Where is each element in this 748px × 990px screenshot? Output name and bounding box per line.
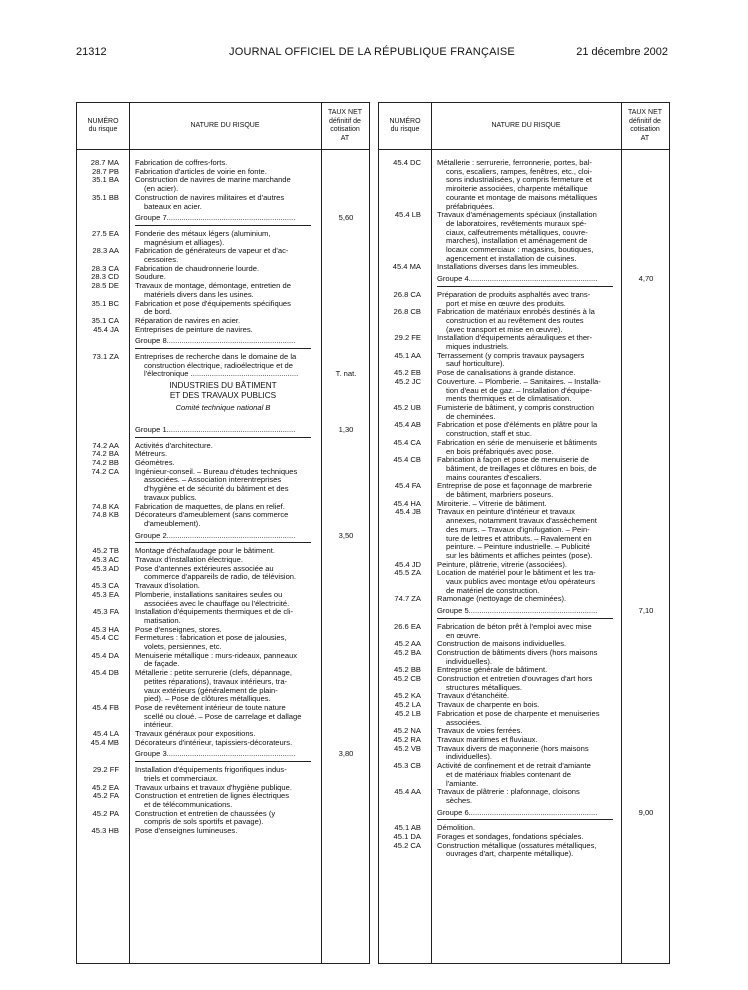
risk-code: 45.4 LB: [394, 210, 421, 220]
table-row: [77, 300, 369, 317]
risk-code: 45.2 NA: [393, 726, 421, 736]
risk-table-right: [378, 102, 670, 964]
risk-nature: Ramonage (nettoyage de cheminées).: [437, 594, 567, 604]
committee-heading: [77, 402, 369, 423]
table-row: [379, 710, 669, 727]
risk-code: 35.1 BC: [91, 298, 119, 308]
risk-nature: Démolition.: [437, 823, 475, 833]
group-row: [77, 532, 369, 544]
risk-nature: Groupe 4.............................................................: [437, 275, 613, 287]
section-heading: [77, 379, 369, 402]
risk-nature: Groupe 7.............................................................: [135, 214, 311, 226]
table-row: [379, 211, 669, 263]
risk-nature: Travaux d'installation électrique.: [135, 555, 243, 565]
risk-nature: Installation d'équipements aérauliques et ther- miques industriels.: [437, 333, 593, 352]
table-row: [379, 352, 669, 369]
risk-nature: Groupe 3.............................................................: [135, 750, 311, 762]
risk-nature: Forages et sondages, fondations spéciales.: [437, 832, 584, 842]
risk-nature: Fabrication et pose d'équipements spécifiques de bord.: [135, 298, 291, 317]
risk-nature: Fabrication et pose d'éléments en plâtre pour la construction, staff et stuc.: [437, 420, 598, 439]
risk-nature: Fabrication en série de menuiserie et bâtiments en bois préfabriqués avec pose.: [437, 437, 597, 456]
risk-nature: Installation d'équipements thermiques et de cli- matisation.: [135, 607, 294, 625]
table-row: [379, 334, 669, 351]
risk-nature: Décorateurs d'intérieur, tapissiers-décorateurs.: [135, 737, 293, 747]
risk-code: 45.3 AC: [91, 555, 119, 565]
risk-code: 28.3 CD: [91, 272, 119, 282]
rate-value: 9,00: [638, 807, 654, 817]
risk-nature: Travaux d'aménagements spéciaux (installation de laboratoires, revêtements muraux spé- ciaux, calfeutrements métalliques, couvre- marches), installation et aménagement de locaux commerciaux : magasins, boutiques, agencement et installation de cuisines.: [437, 210, 597, 263]
risk-code: 45.4 MA: [392, 262, 421, 272]
risk-code: 45.2 TB: [92, 546, 119, 556]
page-number: 21312: [76, 46, 107, 58]
risk-nature: Travaux urbains et travaux d'hygiène publique.: [135, 782, 292, 792]
rate-value: T. nat.: [335, 369, 357, 379]
table-row: [77, 792, 369, 809]
risk-code: 45.3 CA: [91, 581, 119, 591]
table-row: [379, 675, 669, 692]
risk-code: 29.2 FF: [92, 765, 119, 775]
risk-nature: Menuiserie métallique : murs-rideaux, panneaux de façade.: [135, 650, 298, 669]
risk-nature: Construction de navires militaires et d'autres bateaux en acier.: [135, 192, 285, 211]
risk-nature: Décorateurs d'ameublement (sans commerce d'ameublement).: [135, 510, 289, 528]
risk-nature: Fabrication d'articles de voirie en fonte.: [135, 166, 267, 176]
risk-code: 35.1 CA: [91, 315, 119, 325]
risk-code: 45.4 DB: [91, 668, 119, 678]
table-row: [379, 623, 669, 640]
table-row: [77, 739, 369, 748]
risk-nature: Plomberie, installations sanitaires seules ou associées avec le chauffage ou l'électricité.: [135, 589, 290, 608]
journal-title: JOURNAL OFFICIEL DE LA RÉPUBLIQUE FRANÇAISE: [229, 46, 515, 58]
risk-nature: Groupe 1.............................................................: [135, 426, 311, 438]
risk-nature: Pose d'antennes extérieures associée au commerce d'appareils de radio, de télévision.: [135, 563, 297, 582]
risk-nature: Groupe 5.............................................................: [437, 607, 613, 619]
table-row: [379, 569, 669, 595]
issue-date: 21 décembre 2002: [576, 46, 668, 58]
risk-nature: Construction de navires de marine marchande (en acier).: [135, 175, 291, 194]
risk-table-left: [76, 102, 370, 964]
risk-nature: Installation d'équipements frigorifiques indus- triels et commerciaux.: [135, 765, 287, 783]
risk-code: 45.3 FA: [92, 607, 119, 617]
table-row: [77, 766, 369, 783]
risk-code: 45.2 JC: [394, 376, 421, 386]
risk-nature: Montage d'échafaudage pour le bâtiment.: [135, 546, 275, 556]
risk-nature: Travaux d'étanchéité.: [437, 691, 510, 701]
risk-code: 45.4 JB: [395, 507, 421, 517]
table-row: [379, 404, 669, 421]
risk-code: 45.4 AA: [394, 787, 421, 797]
column-header-taux: TAUX NET définitif de cotisation AT: [627, 109, 663, 142]
risk-code: 45.2 BA: [393, 647, 421, 657]
risk-nature: Réparation de navires en acier.: [135, 315, 241, 325]
table-row: [77, 176, 369, 193]
table-row: [77, 634, 369, 651]
table-row: [379, 439, 669, 456]
risk-nature: Travaux en peinture d'intérieur et travaux annexes, notamment travaux d'assèchement des murs. – Travaux d'ignifugation. – Pein- ture de lettres et attributs. – Ravalement en peinture. – Peinture industrielle. – Publicité sur les bâtiments et affiches peintes (pose).: [437, 507, 597, 560]
table-row: [379, 456, 669, 482]
table-row: [77, 282, 369, 299]
risk-nature: Entreprises de recherche dans le domaine de la construction électrique, radioélectrique et de l'électronique ...................................................: [135, 352, 299, 379]
risk-nature: INDUSTRIES DU BÂTIMENT ET DES TRAVAUX PUBLICS: [169, 381, 277, 401]
table-row: [77, 652, 369, 669]
risk-nature: Entreprises de peinture de navires.: [135, 324, 253, 334]
risk-nature: Miroiterie. – Vitrerie de bâtiment.: [437, 498, 547, 508]
table-row: [77, 247, 369, 264]
risk-code: 45.2 FA: [92, 791, 119, 801]
table-row: [379, 649, 669, 666]
risk-code: 45.5 ZA: [394, 568, 421, 578]
risk-nature: Construction de bâtiments divers (hors maisons individuelles).: [437, 647, 598, 666]
risk-code: 45.3 HB: [91, 826, 119, 836]
column-header-taux: TAUX NET définitif de cotisation AT: [327, 109, 363, 142]
risk-nature: Pose de revêtement intérieur de toute nature scellé ou cloué. – Pose de carrelage et dallage intérieur.: [135, 702, 302, 730]
group-row: [379, 607, 669, 619]
risk-code: 45.4 AB: [394, 420, 421, 430]
table-row: [77, 450, 369, 459]
risk-nature: Entreprise de pose et façonnage de marbrerie de bâtiment, marbriers poseurs.: [437, 481, 592, 500]
risk-nature: Comité technique national B: [175, 403, 271, 413]
table-row: [379, 421, 669, 438]
risk-code: 45.2 LA: [394, 700, 421, 710]
risk-code: 45.4 DC: [393, 158, 421, 167]
risk-nature: Fabrication de coffres-forts.: [135, 158, 228, 167]
group-row: [77, 750, 369, 762]
table-row: [77, 442, 369, 451]
risk-nature: Pose d'enseignes lumineuses.: [135, 826, 238, 836]
risk-code: 45.4 FA: [394, 481, 421, 491]
table-row: [77, 265, 369, 274]
table-row: [379, 159, 669, 211]
risk-nature: Construction et entretien d'ouvrages d'art hors structures métalliques.: [437, 674, 593, 692]
risk-nature: Pose d'enseignes, stores.: [135, 624, 222, 634]
risk-code: 45.2 LB: [394, 708, 421, 718]
risk-nature: Travaux d'isolation.: [135, 581, 200, 591]
risk-code: 45.2 EB: [393, 368, 421, 378]
risk-nature: Travaux de voies ferrées.: [437, 726, 523, 736]
risk-code: 74.2 BA: [91, 449, 119, 459]
risk-code: 45.4 JA: [93, 324, 119, 334]
risk-nature: Fermetures : fabrication et pose de jalousies, volets, persiennes, etc.: [135, 633, 287, 652]
risk-code: 26.8 CA: [393, 289, 421, 299]
risk-code: 28.3 AA: [92, 246, 119, 256]
risk-code: 74.2 AA: [92, 440, 119, 450]
risk-code: 74.8 KB: [91, 510, 119, 520]
risk-nature: Fabrication de maquettes, de plans en relief.: [135, 501, 285, 511]
risk-code: 45.1 AA: [394, 350, 421, 360]
table-row: [77, 704, 369, 730]
risk-nature: Activités d'architecture.: [135, 440, 213, 450]
table-row: [77, 194, 369, 211]
rate-value: 3,50: [338, 530, 354, 540]
risk-code: 45.2 VB: [393, 743, 421, 753]
group-row: [77, 214, 369, 226]
risk-nature: Terrassement (y compris travaux paysagers sauf horticulture).: [437, 350, 585, 369]
risk-nature: Métallerie : petite serrurerie (clefs, dépannage, petites réparations), travaux intérieurs, tra- vaux extérieurs (généralement de plain- pied). – Pose de clôtures métalliques.: [135, 668, 293, 704]
group-row: [379, 809, 669, 821]
risk-nature: Travaux de montage, démontage, entretien de matériels divers dans les usines.: [135, 281, 291, 299]
risk-nature: Fabrication et pose de charpente et menuiseries associées.: [437, 708, 600, 727]
table-row: [77, 511, 369, 528]
risk-nature: Construction et entretien de lignes électriques et de télécommunications.: [135, 791, 290, 809]
risk-nature: Installations diverses dans les immeubles.: [437, 262, 579, 272]
risk-code: 26.8 CB: [393, 307, 421, 317]
page-header: [76, 46, 668, 62]
risk-code: 28.7 MA: [90, 158, 119, 167]
group-row: [77, 337, 369, 349]
risk-nature: Métallerie : serrurerie, ferronnerie, portes, bal- cons, escaliers, rampes, fenêtres, etc., cloi- sons industrialisées, y compris fermeture et miroiterie associées, charpente métallique courante et montage de maisons métalliques préfabriquées.: [437, 158, 598, 211]
risk-code: 28.7 PB: [91, 166, 119, 176]
risk-code: 45.2 KA: [393, 691, 421, 701]
risk-code: 45.2 CB: [393, 674, 421, 684]
risk-code: 45.2 BB: [393, 665, 421, 675]
table-row: [77, 565, 369, 582]
risk-nature: Location de matériel pour le bâtiment et les tra- vaux publics avec montage et/ou opérateurs de matériel de construction.: [437, 568, 596, 595]
table-row: [379, 842, 669, 859]
table-row: [77, 468, 369, 503]
risk-nature: Fabrication de générateurs de vapeur et d'ac- cessoires.: [135, 246, 289, 265]
risk-nature: Travaux divers de maçonnerie (hors maisons individuelles).: [437, 743, 589, 762]
risk-nature: Fabrication de chaudronnerie lourde.: [135, 263, 260, 273]
risk-nature: Travaux maritimes et fluviaux.: [437, 735, 538, 744]
risk-nature: Construction de maisons individuelles.: [437, 639, 567, 649]
risk-code: 74.8 KA: [91, 501, 119, 511]
table-row: [379, 595, 669, 604]
table-row: [379, 508, 669, 560]
risk-code: 27.5 EA: [91, 228, 119, 238]
risk-nature: Couverture. – Plomberie. – Sanitaires. – Installa- tion d'eau et de gaz. – Installation d'équipe- ments thermiques et de climatisation.: [437, 376, 601, 404]
table-row: [77, 591, 369, 608]
risk-code: 45.3 AD: [91, 563, 119, 573]
risk-nature: Soudure.: [135, 272, 166, 282]
risk-nature: Pose de canalisations à grande distance.: [437, 368, 576, 378]
risk-nature: Ingénieur-conseil. – Bureau d'études techniques associées. – Association interentreprises d'hygiène et de sécurité du bâtiment et des travaux publics.: [135, 466, 298, 502]
risk-code: 45.1 AB: [394, 823, 421, 833]
risk-code: 74.2 CA: [91, 466, 119, 476]
risk-code: 45.4 LA: [92, 729, 119, 739]
table-row: [77, 608, 369, 625]
risk-nature: Construction et entretien de chaussées (y compris de sols sportifs et pavage).: [135, 808, 276, 827]
risk-nature: Groupe 6.............................................................: [437, 809, 613, 821]
rate-value: 4,70: [638, 274, 654, 284]
column-header-numero: NUMÉRO du risque: [87, 117, 119, 133]
risk-nature: Fabrication de matériaux enrobés destinés à la construction et au revêtement des routes (avec transport et mise en œuvre).: [437, 307, 595, 334]
risk-code: 45.4 CA: [393, 437, 421, 447]
table-body-left: [77, 159, 369, 836]
risk-code: 45.2 RA: [393, 735, 421, 744]
risk-nature: Préparation de produits asphaltés avec trans- port et mise en œuvre des produits.: [437, 289, 591, 308]
table-row: [379, 762, 669, 788]
rate-value: 1,30: [338, 424, 354, 434]
risk-nature: Fonderie des métaux légers (aluminium, magnésium et alliages).: [135, 228, 271, 247]
rate-value: 7,10: [638, 606, 654, 616]
risk-code: 35.1 BA: [91, 175, 119, 185]
risk-code: 45.4 DA: [91, 650, 119, 660]
risk-code: 28.3 CA: [91, 263, 119, 273]
risk-nature: Métreurs.: [135, 449, 168, 459]
risk-nature: Groupe 2.............................................................: [135, 532, 311, 544]
table-row: [379, 788, 669, 805]
rate-value: 3,80: [338, 749, 354, 759]
table-row: [379, 308, 669, 334]
risk-nature: Construction métallique (ossatures métalliques, ouvrages d'art, charpente métallique).: [437, 840, 597, 859]
risk-code: 45.4 MB: [90, 737, 119, 747]
table-row: [77, 810, 369, 827]
risk-code: 45.3 EA: [91, 589, 119, 599]
table-row: [379, 482, 669, 499]
risk-nature: Fabrication de béton prêt à l'emploi avec mise en œuvre.: [437, 621, 592, 640]
risk-code: 28.5 DE: [91, 281, 119, 291]
table-row: [77, 669, 369, 704]
risk-code: 73.1 ZA: [92, 352, 119, 362]
risk-code: 45.4 HA: [393, 498, 421, 508]
risk-nature: Travaux de plâtrerie : plafonnage, cloisons sèches.: [437, 787, 580, 805]
column-header-nature: NATURE DU RISQUE: [190, 121, 260, 129]
risk-code: 45.2 CA: [393, 840, 421, 850]
risk-code: 45.4 CC: [91, 633, 119, 643]
risk-code: 45.2 UB: [393, 402, 421, 412]
risk-nature: Groupe 8.............................................................: [135, 337, 311, 349]
risk-code: 45.2 AA: [394, 639, 421, 649]
table-row: [379, 291, 669, 308]
group-row: [379, 275, 669, 287]
table-row: [77, 326, 369, 335]
table-row: [77, 353, 369, 379]
risk-code: 45.2 PA: [92, 808, 119, 818]
risk-code: 45.4 CB: [393, 455, 421, 465]
risk-nature: Travaux de charpente en bois.: [437, 700, 540, 710]
risk-nature: Peinture, plâtrerie, vitrerie (associées).: [437, 559, 567, 569]
risk-code: 45.2 EA: [91, 782, 119, 792]
risk-nature: Travaux généraux pour expositions.: [135, 729, 256, 739]
column-header-nature: NATURE DU RISQUE: [491, 121, 561, 129]
table-row: [77, 827, 369, 836]
table-row: [379, 745, 669, 762]
risk-nature: Fumisterie de bâtiment, y compris construction de cheminées.: [437, 402, 594, 421]
column-header-numero: NUMÉRO du risque: [389, 117, 421, 133]
table-row: [379, 378, 669, 404]
risk-code: 45.4 FB: [92, 702, 119, 712]
table-row: [379, 263, 669, 272]
risk-code: 74.7 ZA: [394, 594, 421, 604]
table-body-right: [379, 159, 669, 859]
risk-code: 26.6 EA: [393, 621, 421, 631]
rate-value: 5,60: [338, 213, 354, 223]
table-row: [77, 230, 369, 247]
risk-code: 35.1 BB: [91, 192, 119, 202]
risk-nature: Activité de confinement et de retrait d'amiante et de matériaux friables contenant de l'amiante.: [437, 761, 591, 788]
risk-code: 45.3 HA: [91, 624, 119, 634]
risk-code: 45.1 DA: [393, 832, 421, 842]
risk-code: 74.2 BB: [91, 457, 119, 467]
risk-code: 45.3 CB: [393, 761, 421, 771]
group-row: [77, 426, 369, 438]
risk-code: 29.2 FE: [394, 333, 421, 343]
risk-nature: Entreprise générale de bâtiment.: [437, 665, 548, 675]
risk-code: 45.4 JD: [394, 559, 421, 569]
risk-nature: Fabrication à façon et pose de menuiserie de bâtiment, de treillages et clôtures en bois, de mains courantes d'escaliers.: [437, 455, 597, 482]
risk-nature: Géomètres.: [135, 457, 175, 467]
